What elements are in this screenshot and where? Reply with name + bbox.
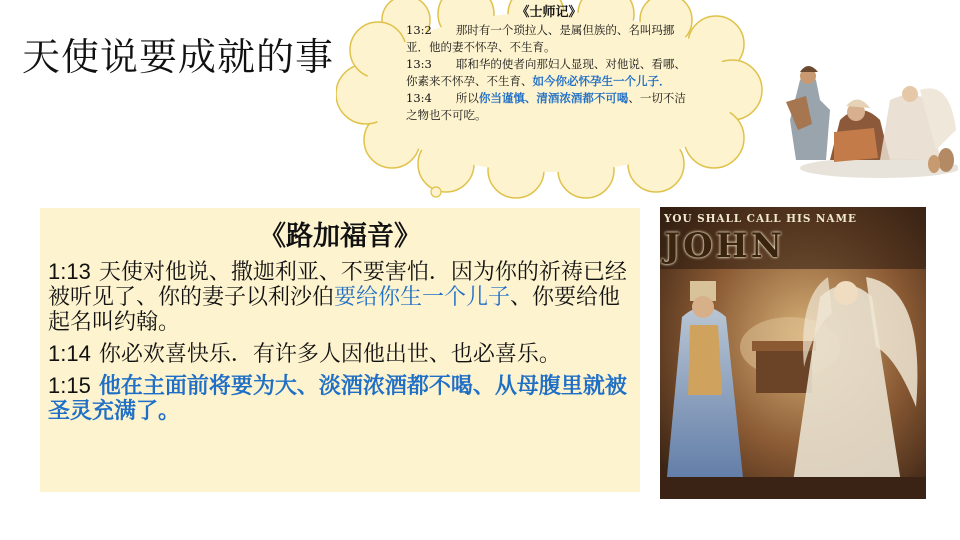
cloud-verse-13-2 xyxy=(406,22,692,56)
luke-verse-1-13 xyxy=(48,259,632,335)
verse-text: 你必欢喜快乐．有许多人因他出世、也必喜乐。 xyxy=(98,342,561,367)
verse-ref: 13:2 xyxy=(406,23,432,37)
verse-ref: 1:13 xyxy=(48,259,91,284)
verse-ref: 13:4 xyxy=(406,91,432,105)
page-title: 天使说要成就的事 xyxy=(22,35,335,79)
verse-text: 所以 xyxy=(455,91,479,105)
verse-text: 天使对他说、撒迦利亚、不要害怕．因为你的祈祷已经被听见了、你的妻子以利沙伯 xyxy=(48,260,627,310)
verse-text: 耶和华的使者向那妇人显现、对他说、看哪、你素来不怀孕、不生育、 xyxy=(406,57,686,88)
verse-text: 、你要给他起名叫约翰。 xyxy=(48,285,621,335)
luke-verse-1-14 xyxy=(48,341,632,367)
cloud-verse-13-3 xyxy=(406,56,692,90)
verse-highlight: 如今你必怀孕生一个儿子． xyxy=(532,74,671,88)
verse-highlight: 你当谨慎、清酒浓酒都不可喝 xyxy=(478,91,629,105)
luke-verse-1-15 xyxy=(48,373,632,424)
verse-text: 那时有一个琐拉人、是属但族的、名叫玛挪亚．他的妻不怀孕、不生育。 xyxy=(406,23,675,54)
verse-highlight: 从母腹里就被圣灵充满了。 xyxy=(48,374,627,424)
luke-passage-box xyxy=(40,208,640,492)
verse-ref: 1:15 xyxy=(48,373,91,398)
verse-highlight: 他在主面前将要为大、淡酒浓酒都不喝、 xyxy=(98,374,495,399)
verse-ref: 13:3 xyxy=(406,57,432,71)
cloud-text xyxy=(406,4,692,124)
painting-caption-small: YOU SHALL CALL HIS NAME xyxy=(664,212,857,225)
verse-ref: 1:14 xyxy=(48,341,91,366)
verse-text: 、一切不洁之物也不可吃。 xyxy=(406,91,686,122)
cloud-title: 《士师记》 xyxy=(516,5,582,20)
cloud-verse-13-4 xyxy=(406,90,692,124)
manoah-painting-image xyxy=(770,60,958,178)
verse-highlight: 要给你生一个儿子 xyxy=(334,285,511,310)
luke-title: 《路加福音》 xyxy=(259,221,421,252)
painting-caption-big: JOHN xyxy=(664,226,785,266)
